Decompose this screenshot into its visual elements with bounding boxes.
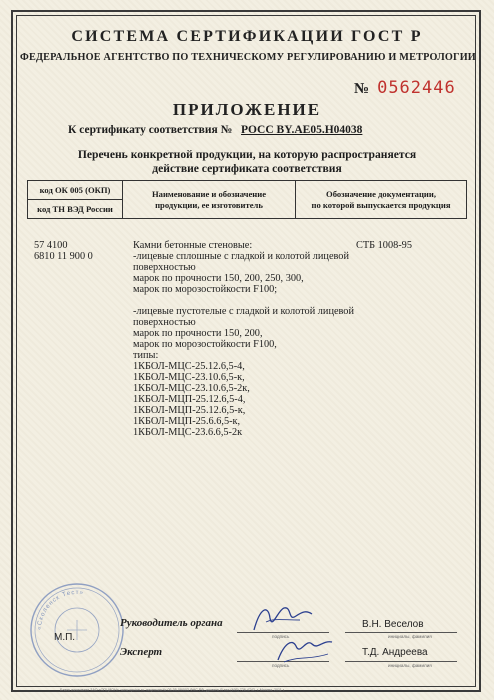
product-line: поверхностью: [133, 317, 196, 328]
header-code-tnved: код ТН ВЭД России: [28, 200, 123, 219]
product-list-title: [20, 148, 474, 176]
product-list-title-line2: действие сертификата соответствия: [152, 162, 342, 175]
header-documentation: [296, 181, 467, 219]
product-line: -лицевые сплошные с гладкой и колотой лицевой: [133, 251, 349, 262]
certification-system-heading: СИСТЕМА СЕРТИФИКАЦИИ ГОСТ Р: [71, 28, 423, 45]
product-type: 1КБОЛ-МЦП-25.12.6,5-4,: [133, 394, 246, 405]
header-product-name: [123, 181, 296, 219]
product-type: 1КБОЛ-МЦС-23.10.6,5-2к,: [133, 383, 250, 394]
product-line: -лицевые пустотелые с гладкой и колотой лицевой: [133, 306, 354, 317]
seal-text: «Сколенск Тест»: [35, 588, 85, 631]
head-handwritten-signature: [248, 600, 318, 636]
expert-handwritten-signature: [270, 632, 340, 668]
product-code-okp: 57 4100: [34, 240, 68, 251]
form-number: [354, 78, 456, 98]
seal-place-label: М.П.: [54, 632, 76, 643]
product-type: 1КБОЛ-МЦС-23.6.6,5-2к: [133, 427, 243, 438]
certificate-reference: [68, 124, 362, 136]
expert-name: Т.Д. Андреева: [362, 647, 428, 658]
product-codes: [34, 240, 93, 262]
document-title: ПРИЛОЖЕНИЕ: [172, 100, 322, 119]
head-name-caption: инициалы, фамилия: [388, 634, 432, 639]
agency-heading: ФЕДЕРАЛЬНОЕ АГЕНТСТВО ПО ТЕХНИЧЕСКОМУ РЕГУЛИРОВАНИЮ И МЕТРОЛОГИИ: [20, 52, 476, 63]
product-code-tnved: 6810 11 900 0: [34, 251, 93, 262]
product-type: 1КБОЛ-МЦС-23.10.6,5-к,: [133, 372, 245, 383]
product-standard: СТБ 1008-95: [356, 240, 412, 251]
paragraph-gap: [133, 295, 354, 306]
product-line: поверхностью: [133, 262, 196, 273]
product-table-header: [27, 180, 467, 219]
header-product-name-line2: продукции, ее изготовитель: [155, 199, 263, 210]
header-documentation-line2: по которой выпускается продукция: [311, 199, 451, 210]
product-type: 1КБОЛ-МЦС-25.12.6,5-4,: [133, 361, 245, 372]
header-product-name-line1: Наименование и обозначение: [151, 188, 267, 199]
expert-signature-caption: подпись: [272, 663, 290, 668]
expert-name-line: [345, 661, 457, 662]
head-signature-caption: подпись: [272, 634, 290, 639]
product-description: [133, 240, 354, 438]
certificate-number: РОСС BY.AE05.H04038: [241, 124, 363, 136]
product-line: марок по прочности 150, 200,: [133, 328, 263, 339]
head-of-body-label: Руководитель органа: [120, 617, 223, 629]
product-line: типы:: [133, 350, 159, 361]
head-name: В.Н. Веселов: [362, 619, 424, 630]
product-line: марок по морозостойкости F100;: [133, 284, 278, 295]
product-type: 1КБОЛ-МЦП-25.12.6,5-к,: [133, 405, 246, 416]
header-documentation-line1: Обозначение документации,: [326, 188, 436, 199]
head-name-line: [345, 632, 457, 633]
certificate-reference-label: К сертификату соответствия №: [68, 124, 233, 136]
product-line: марок по морозостойкости F100,: [133, 339, 277, 350]
expert-name-caption: инициалы, фамилия: [388, 663, 432, 668]
form-number-value: 0562446: [377, 78, 456, 98]
header-code-okp: код ОК 005 (ОКП): [28, 181, 123, 200]
product-type: 1КБОЛ-МЦП-25.6.6,5-к,: [133, 416, 241, 427]
product-line: марок по прочности 150, 200, 250, 300,: [133, 273, 304, 284]
printer-imprint: Бланк изготовлен ЗАО «ОПЦИОН», www.opcion.ru, лицензия № 05-05-09/003 ФНС РФ, уровень В тел.(495) 726-4742, г. Москва, 2011 г.: [60, 688, 285, 692]
expert-label: Эксперт: [120, 646, 163, 658]
product-list-title-line1: Перечень конкретной продукции, на которую распространяется: [77, 148, 417, 161]
form-number-prefix: №: [354, 81, 370, 97]
round-seal-stamp: [27, 580, 127, 680]
product-line: Камни бетонные стеновые:: [133, 240, 253, 251]
